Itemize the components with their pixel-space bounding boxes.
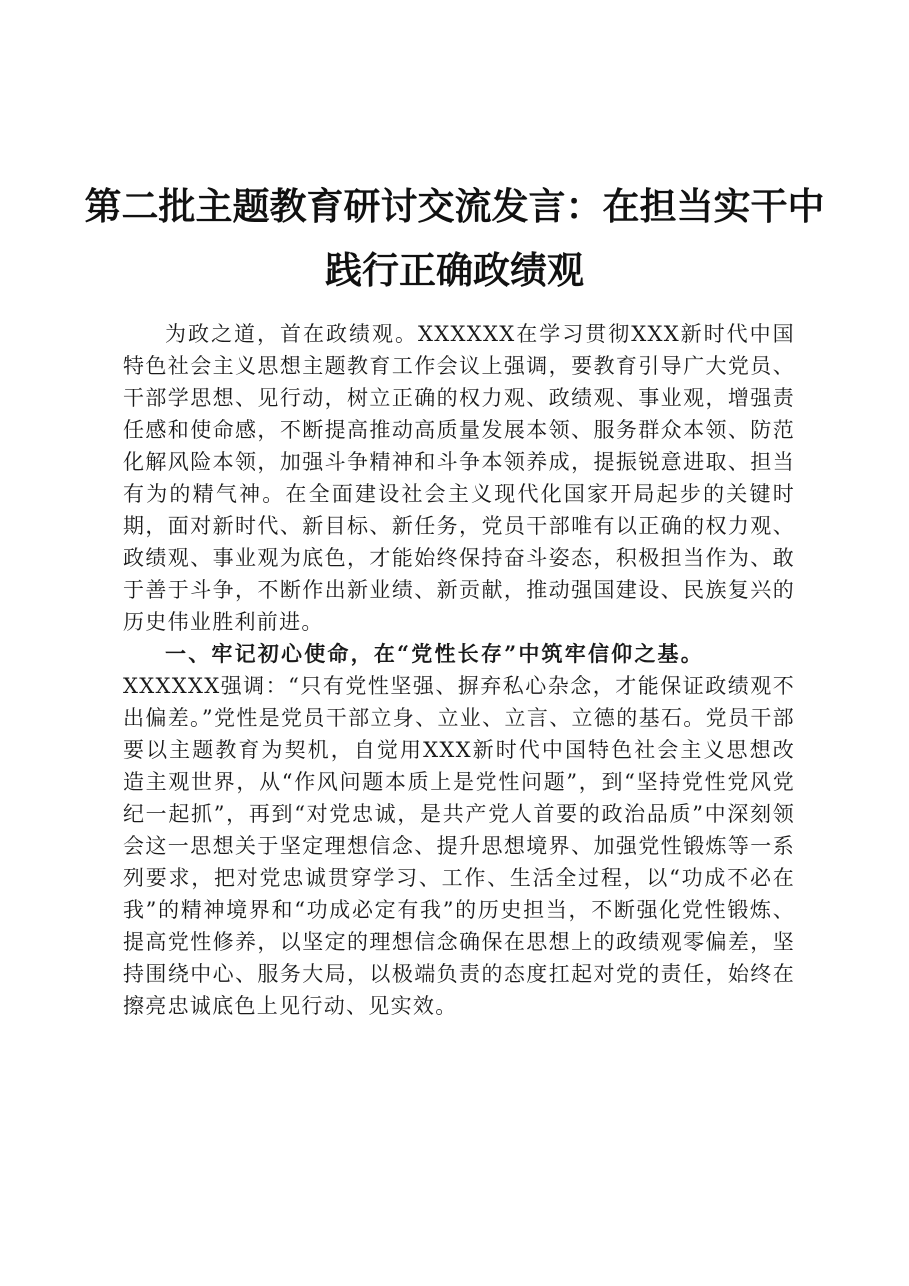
title-line-2: 践行正确政绩观 — [325, 248, 584, 292]
paragraph-section-1: XXXXXX强调：“只有党性坚强、摒弃私心杂念，才能保证政绩观不出偏差。”党性是党员干部立身、立业、立言、立德的基石。党员干部要以主题教育为契机，自觉用XXX新时代中国特色社会主义思想改造主观世界，从“作风问题本质上是党性问题”，到“坚持党性党风党纪一起抓”，再到“对党忠诚，是共产党人首要的政治品质”中深刻领会这一思想关于坚定理想信念、提升思想境界、加强党性锻炼等一系列要求，把对党忠诚贯穿学习、工作、生活全过程，以“功成不必在我”的精神境界和“功成必定有我”的历史担当，不断强化党性锻炼、提高党性修养，以坚定的理想信念确保在思想上的政绩观零偏差，坚持围绕中心、服务大局，以极端负责的态度扛起对党的责任，始终在擦亮忠诚底色上见行动、见实效。 — [123, 674, 795, 1018]
title-line-1: 第二批主题教育研讨交流发言：在担当实干中 — [84, 184, 825, 228]
document-title — [60, 175, 849, 303]
document-body — [123, 318, 795, 1022]
section-heading-1: 一、牢记初心使命，在“党性长存”中筑牢信仰之基。 — [165, 641, 704, 666]
paragraph-intro: 为政之道，首在政绩观。XXXXXX在学习贯彻XXX新时代中国特色社会主义思想主题教育工作会议上强调，要教育引导广大党员、干部学思想、见行动，树立正确的权力观、政绩观、事业观，增强责任感和使命感，不断提高推动高质量发展本领、服务群众本领、防范化解风险本领，加强斗争精神和斗争本领养成，提振锐意进取、担当有为的精气神。在全面建设社会主义现代化国家开局起步的关键时期，面对新时代、新目标、新任务，党员干部唯有以正确的权力观、政绩观、事业观为底色，才能始终保持奋斗姿态，积极担当作为、敢于善于斗争，不断作出新业绩、新贡献，推动强国建设、民族复兴的历史伟业胜利前进。 — [123, 322, 795, 634]
